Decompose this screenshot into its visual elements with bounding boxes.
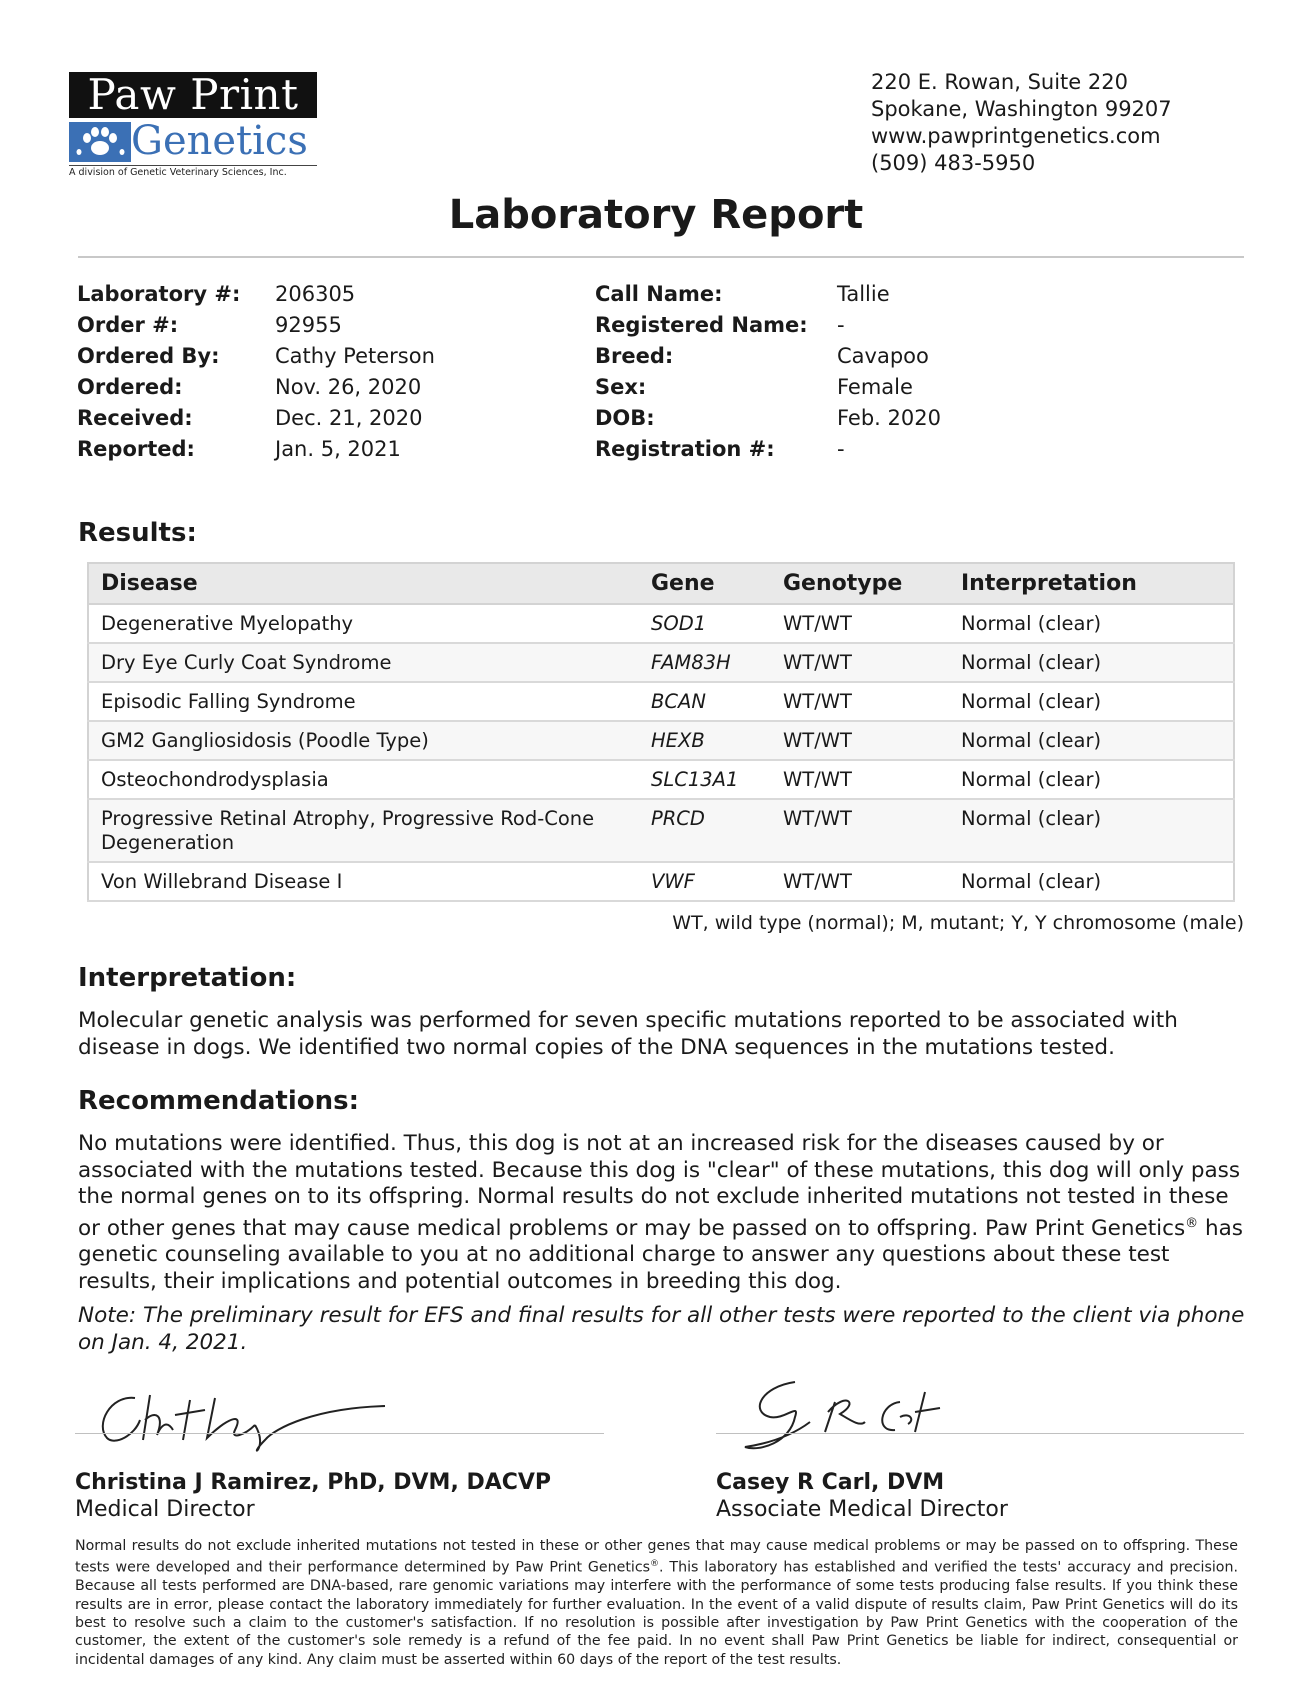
info-label: Registered Name: [595,313,808,337]
signature-line-right [716,1433,1244,1434]
gene-cell: VWF [639,862,771,901]
table-row [88,604,1234,643]
disease-cell: GM2 Gangliosidosis (Poodle Type) [88,721,639,760]
column-header: Gene [639,563,771,604]
info-label: Call Name: [595,282,723,306]
info-label: Reported: [77,437,195,461]
info-label: Sex: [595,375,647,399]
genotype-cell: WT/WT [771,682,949,721]
info-value: Feb. 2020 [837,406,941,430]
info-label: Registration #: [595,437,775,461]
signature-line-left [75,1433,604,1434]
info-label: Received: [77,406,193,430]
interpretation-text: Molecular genetic analysis was performed for seven specific mutations reported to be associated with disease in dogs. We identified two normal copies of the DNA sequences in the mutations tested. [78,1008,1178,1060]
genotype-cell: WT/WT [771,721,949,760]
recommendations-text [78,1131,1248,1295]
disclaimer-part1: Normal results do not exclude inherited mutations not tested in these or other genes that may cause medical problems or may be passed on to offspring. These tests were developed and their performance determined by Paw Print Genetics [75,1538,1238,1577]
gene-cell: HEXB [639,721,771,760]
column-header: Interpretation [949,563,1234,604]
info-value: Nov. 26, 2020 [275,375,422,399]
recommendations-heading: Recommendations: [78,1086,359,1116]
info-value: - [837,437,845,461]
info-value: Female [837,375,913,399]
interpretation-cell: Normal (clear) [949,760,1234,799]
info-label: Laboratory #: [77,282,241,306]
info-label: Ordered: [77,375,183,399]
info-value: Cathy Peterson [275,344,435,368]
company-address [871,69,1172,177]
interpretation-cell: Normal (clear) [949,862,1234,901]
info-value: - [837,313,845,337]
genotype-cell: WT/WT [771,643,949,682]
page-title: Laboratory Report [448,192,864,238]
info-value: 92955 [275,313,342,337]
registered-mark: ® [650,1559,660,1570]
interpretation-cell: Normal (clear) [949,643,1234,682]
table-header-row [88,563,1234,604]
genotype-cell: WT/WT [771,604,949,643]
paw-print-icon [69,122,131,162]
table-row [88,643,1234,682]
table-row [88,721,1234,760]
logo-line1: Paw Print [69,72,317,118]
table-row [88,799,1234,862]
signer-name-right: Casey R Carl, DVM [716,1470,945,1495]
registered-mark: ® [1185,1215,1199,1231]
table-row [88,862,1234,901]
legal-disclaimer [75,1537,1238,1669]
interpretation-heading: Interpretation: [78,963,297,993]
signer-title-right: Associate Medical Director [716,1497,1008,1522]
signer-name-left: Christina J Ramirez, PhD, DVM, DACVP [75,1470,552,1495]
address-street: 220 E. Rowan, Suite 220 [871,70,1128,94]
signature-image-left [95,1380,395,1460]
disease-cell: Von Willebrand Disease I [88,862,639,901]
gene-cell: SLC13A1 [639,760,771,799]
disclaimer-part2: . This laboratory has established and verified the tests' accuracy and precision. Because all tests performed are DNA-based, rare genomic variations may interfere with the performance of some tests producing false results. If you think these results are in error, please contact the laboratory immediately for further evaluation. In the event of a valid dispute of results claim, Paw Print Genetics will do its best to resolve such a claim to the customer's satisfaction. If no resolution is possible after investigation by Paw Print Genetics with the cooperation of the customer, the extent of the customer's sole remedy is a refund of the fee paid. In no event shall Paw Print Genetics be liable for indirect, consequential or incidental damages of any kind. Any claim must be asserted within 60 days of the report of the test results. [75,1560,1238,1668]
genotype-cell: WT/WT [771,760,949,799]
column-header: Genotype [771,563,949,604]
address-city: Spokane, Washington 99207 [871,97,1172,121]
recommendations-text-part2: has genetic counseling available to you at no additional charge to answer any questions about these test results, their implications and potential outcomes in breeding this dog. [78,1215,1243,1294]
logo-division: A division of Genetic Veterinary Sciences, Inc. [69,165,317,178]
results-heading: Results: [78,518,197,548]
logo-line2: Genetics [131,118,308,164]
interpretation-cell: Normal (clear) [949,799,1234,862]
info-value: Tallie [837,282,890,306]
info-label: Ordered By: [77,344,220,368]
genotype-cell: WT/WT [771,862,949,901]
signer-title-left: Medical Director [75,1497,255,1522]
signature-image-right [740,1372,1020,1462]
genotype-cell: WT/WT [771,799,949,862]
recommendations-text-part1: No mutations were identified. Thus, this dog is not at an increased risk for the diseases caused by or associated with the mutations tested. Because this dog is "clear" of these mutations, this dog will only pass the normal genes on to its offspring. Normal results do not exclude inherited mutations not tested in these or other genes that may cause medical problems or may be passed on to offspring. Paw Print Genetics [78,1131,1241,1241]
column-header: Disease [88,563,639,604]
info-label: Breed: [595,344,674,368]
address-website: www.pawprintgenetics.com [871,124,1161,148]
header-divider [78,256,1244,258]
interpretation-cell: Normal (clear) [949,604,1234,643]
info-value: Jan. 5, 2021 [275,437,401,461]
interpretation-cell: Normal (clear) [949,721,1234,760]
disease-cell: Progressive Retinal Atrophy, Progressive Rod-Cone Degeneration [88,799,639,862]
disease-cell: Degenerative Myelopathy [88,604,639,643]
info-value: Cavapoo [837,344,929,368]
table-row [88,760,1234,799]
interpretation-cell: Normal (clear) [949,682,1234,721]
gene-cell: SOD1 [639,604,771,643]
gene-cell: FAM83H [639,643,771,682]
company-logo [69,72,317,180]
info-value: Dec. 21, 2020 [275,406,423,430]
gene-cell: PRCD [639,799,771,862]
disease-cell: Episodic Falling Syndrome [88,682,639,721]
results-table [87,562,1235,902]
disease-cell: Osteochondrodysplasia [88,760,639,799]
info-label: DOB: [595,406,655,430]
report-note: Note: The preliminary result for EFS and final results for all other tests were reported to the client via phone on Jan. 4, 2021. [78,1303,1245,1355]
gene-cell: BCAN [639,682,771,721]
table-row [88,682,1234,721]
info-label: Order #: [77,313,179,337]
info-value: 206305 [275,282,356,306]
genotype-legend: WT, wild type (normal); M, mutant; Y, Y chromosome (male) [672,912,1244,934]
address-phone: (509) 483-5950 [871,151,1036,175]
disease-cell: Dry Eye Curly Coat Syndrome [88,643,639,682]
